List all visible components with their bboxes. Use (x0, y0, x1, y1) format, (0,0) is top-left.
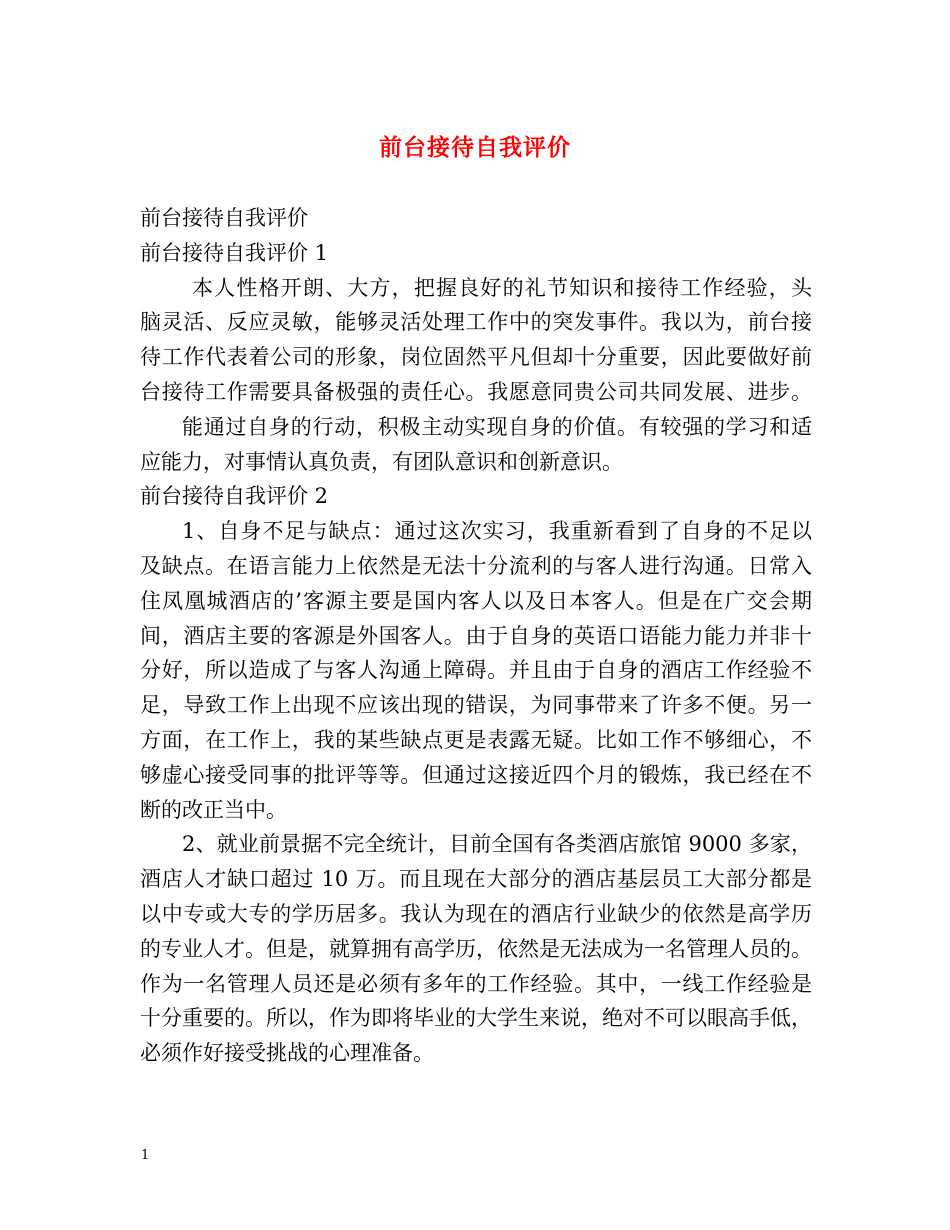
paragraph-line: 足，导致工作上出现不应该出现的错误，为同事带来了许多不便。另一 (140, 693, 812, 718)
paragraph-line: 2、就业前景据不完全统计，目前全国有各类酒店旅馆 9000 多家， (182, 832, 812, 857)
paragraph-line: 台接待工作需要具备极强的责任心。我愿意同贵公司共同发展、进步。 (140, 379, 812, 404)
subsection-heading: 前台接待自我评价 1 (140, 240, 329, 265)
paragraph-line: 十分重要的。所以，作为即将毕业的大学生来说，绝对不可以眼高手低， (140, 1006, 812, 1031)
paragraph-line: 方面，在工作上，我的某些缺点更是表露无疑。比如工作不够细心，不 (140, 727, 812, 752)
paragraph-line: 酒店人才缺口超过 10 万。而且现在大部分的酒店基层员工大部分都是 (140, 867, 812, 892)
paragraph-line: 必须作好接受挑战的心理准备。 (140, 1041, 434, 1066)
paragraph-line: 应能力，对事情认真负责，有团队意识和创新意识。 (140, 449, 623, 474)
paragraph-line: 待工作代表着公司的形象，岗位固然平凡但却十分重要，因此要做好前 (140, 345, 812, 370)
subsection-heading: 前台接待自我评价 2 (140, 484, 329, 509)
paragraph-line: 作为一名管理人员还是必须有多年的工作经验。其中，一线工作经验是 (140, 971, 812, 996)
paragraph-line: 脑灵活、反应灵敏，能够灵活处理工作中的突发事件。我以为，前台接 (140, 310, 812, 335)
paragraph-line: 及缺点。在语言能力上依然是无法十分流利的与客人进行沟通。日常入 (140, 553, 812, 578)
paragraph-line: 够虚心接受同事的批评等等。但通过这接近四个月的锻炼，我已经在不 (140, 762, 812, 787)
paragraph-line: 1、自身不足与缺点：通过这次实习，我重新看到了自身的不足以 (182, 519, 812, 544)
paragraph-line: 间，酒店主要的客源是外国客人。由于自身的英语口语能力能力并非十 (140, 623, 812, 648)
document-title: 前台接待自我评价 (379, 134, 571, 161)
document-body (140, 201, 812, 1071)
paragraph-line: 分好，所以造成了与客人沟通上障碍。并且由于自身的酒店工作经验不 (140, 658, 812, 683)
paragraph-line: 本人性格开朗、大方，把握良好的礼节知识和接待工作经验，头 (192, 275, 812, 300)
section-heading: 前台接待自我评价 (140, 206, 308, 230)
paragraph-line: 能通过自身的行动，积极主动实现自身的价值。有较强的学习和适 (182, 414, 812, 439)
paragraph-line: 断的改正当中。 (140, 797, 287, 822)
page-number: 1 (141, 1148, 150, 1163)
paragraph-line: 以中专或大专的学历居多。我认为现在的酒店行业缺少的依然是高学历 (140, 901, 812, 926)
paragraph-line: 住凤凰城酒店的’客源主要是国内客人以及日本客人。但是在广交会期 (140, 588, 812, 613)
paragraph-line: 的专业人才。但是，就算拥有高学历，依然是无法成为一名管理人员的。 (140, 936, 812, 961)
